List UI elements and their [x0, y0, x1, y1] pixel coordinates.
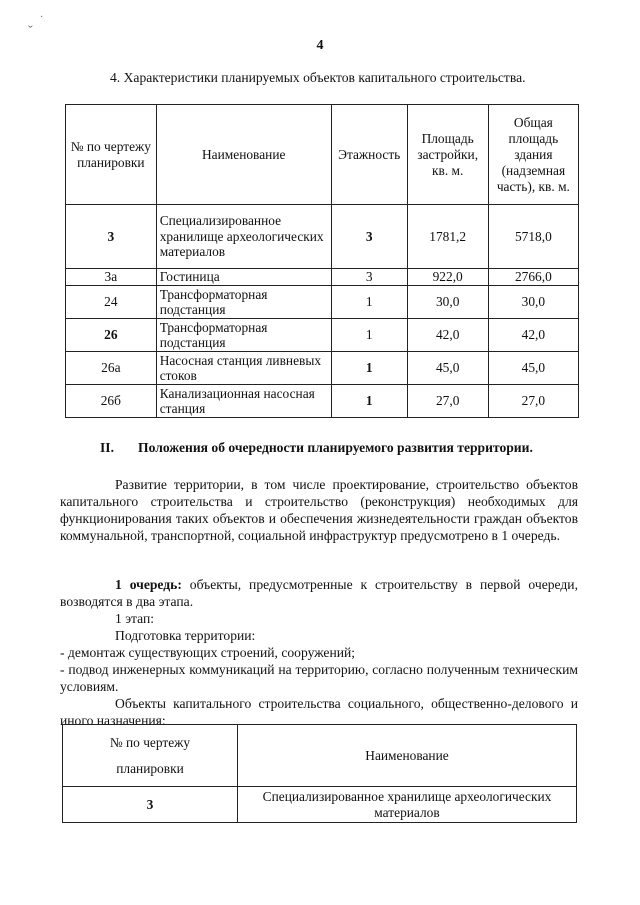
cell-built-area: 42,0: [407, 319, 488, 352]
table-2-header-number-line1: № по чертежу: [109, 734, 191, 750]
cell-built-area: 30,0: [407, 286, 488, 319]
paragraph-development: Развитие территории, в том числе проектирование, строительство объектов капитального строительства и строительство (реконструкция) необходимых для функционирования таких объектов и обеспечения жизнедеятельности граждан объектов коммунальной, транспортной, социальной инфраструктур предусмотрено в 1 очередь.: [60, 477, 578, 543]
table-2-header-name: Наименование: [238, 725, 577, 787]
cell-name: Трансформаторная подстанция: [156, 286, 331, 319]
table-row: [66, 352, 579, 385]
cell-total-area: 42,0: [488, 319, 578, 352]
cell-total-area: 5718,0: [488, 205, 578, 269]
table-row: [66, 385, 579, 418]
cell-built-area: 45,0: [407, 352, 488, 385]
cell-built-area: 27,0: [407, 385, 488, 418]
cell-total-area: 2766,0: [488, 269, 578, 286]
table-2-header-row: [63, 725, 577, 787]
cell-built-area: 922,0: [407, 269, 488, 286]
header-total-area: Общая площадь здания (надземная часть), кв. м.: [488, 105, 578, 205]
stage-1-label: 1 этап:: [115, 611, 155, 626]
table-row: [66, 205, 579, 269]
table-2-cell-name: Специализированное хранилище археологических материалов: [238, 787, 577, 823]
section-title: 4. Характеристики планируемых объектов капитального строительства.: [110, 70, 526, 85]
section-2-title: Положения об очередности планируемого развития территории.: [138, 440, 533, 455]
first-stage-text: объекты, предусмотренные к строительству в первой очереди, возводятся в два этапа.: [60, 577, 578, 609]
table-row: [66, 269, 579, 286]
cell-total-area: 45,0: [488, 352, 578, 385]
cell-floors: 1: [331, 352, 407, 385]
cell-name: Трансформаторная подстанция: [156, 319, 331, 352]
cell-name: Специализированное хранилище археологических материалов: [156, 205, 331, 269]
preparation-title: Подготовка территории:: [115, 628, 256, 643]
cell-floors: 1: [331, 319, 407, 352]
cell-number: 3а: [66, 269, 157, 286]
cell-floors: 3: [331, 269, 407, 286]
cell-number: 26а: [66, 352, 157, 385]
cell-name: Канализационная насосная станция: [156, 385, 331, 418]
table-row: [66, 319, 579, 352]
bullet-utilities: - подвод инженерных коммуникаций на территорию, согласно полученным техническим условиям.: [60, 662, 578, 694]
cell-number: 24: [66, 286, 157, 319]
header-name: Наименование: [156, 105, 331, 205]
table-2-cell-number: 3: [63, 787, 238, 823]
cell-total-area: 30,0: [488, 286, 578, 319]
first-stage-label: 1 очередь:: [115, 577, 182, 592]
scan-mark: ·: [40, 12, 44, 23]
cell-built-area: 1781,2: [407, 205, 488, 269]
header-built-area: Площадь застройки, кв. м.: [407, 105, 488, 205]
cell-number: 3: [66, 205, 157, 269]
cell-number: 26б: [66, 385, 157, 418]
cell-total-area: 27,0: [488, 385, 578, 418]
header-floors: Этажность: [331, 105, 407, 205]
table-header-row: [66, 105, 579, 205]
scan-mark: ˇ: [28, 24, 33, 39]
cell-name: Гостиница: [156, 269, 331, 286]
table-row: [66, 286, 579, 319]
page-number: 4: [316, 38, 324, 53]
cell-floors: 1: [331, 385, 407, 418]
table-row: [63, 787, 577, 823]
paragraph-first-stage: [60, 576, 578, 610]
section-2-number: II.: [100, 440, 114, 455]
cell-number: 26: [66, 319, 157, 352]
paragraph-objects: Объекты капитального строительства социального, общественно-делового и иного назначения:: [60, 696, 578, 728]
table-2-header-number: [63, 725, 238, 787]
cell-floors: 1: [331, 286, 407, 319]
header-drawing-number: № по чертежу планировки: [66, 105, 157, 205]
table-2-header-number-line2: планировки: [116, 760, 184, 776]
objects-table-2: [62, 724, 577, 823]
cell-name: Насосная станция ливневых стоков: [156, 352, 331, 385]
cell-floors: 3: [331, 205, 407, 269]
bullet-demolition: - демонтаж существующих строений, сооружений;: [60, 645, 356, 660]
objects-table: [65, 104, 579, 418]
section-2-heading: [100, 440, 533, 456]
